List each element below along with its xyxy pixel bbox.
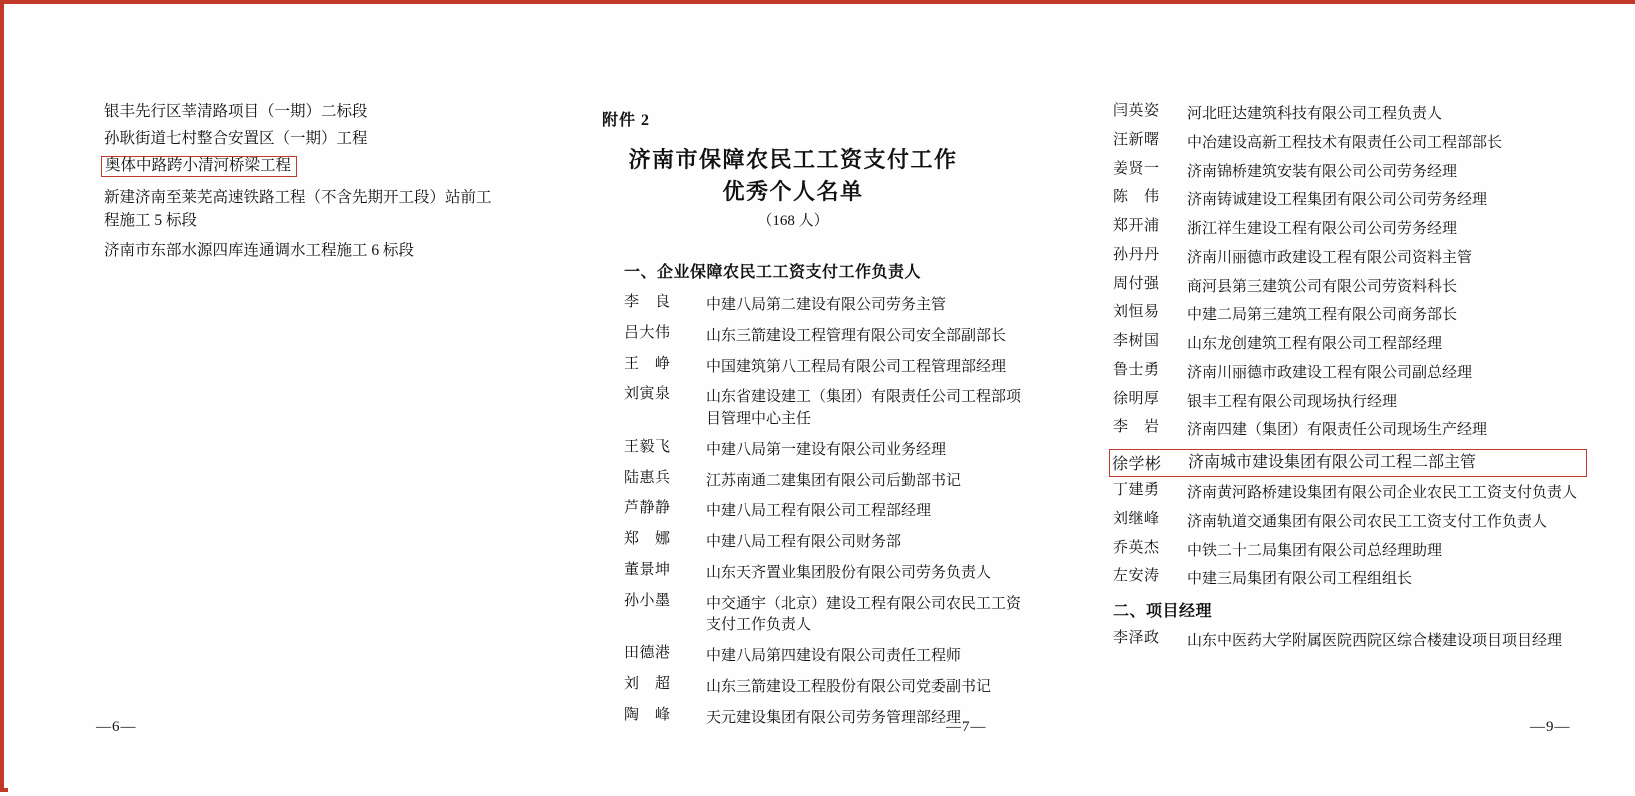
list-item (104, 243, 504, 259)
list-item-text: 新建济南至莱芜高速铁路工程（不含先期开工段）站前工程施工 5 标段 (104, 188, 492, 229)
list-item (624, 357, 1024, 379)
list-item (624, 501, 1024, 523)
person-name: 王毅飞 (624, 438, 671, 455)
person-name: 李 岩 (1113, 419, 1160, 436)
page-title-line-1: 济南市保障农民工工资支付工作 (628, 147, 958, 172)
person-role: 中建八局工程有限公司财务部 (706, 534, 902, 550)
person-role: 中建八局工程有限公司工程部经理 (706, 503, 932, 520)
list-item (624, 594, 1024, 638)
list-item-highlighted (104, 157, 504, 175)
middle-page-name-list (624, 259, 1024, 738)
list-item (624, 440, 1024, 462)
page-title (528, 144, 1058, 208)
person-role: 中国建筑第八工程局有限公司工程管理部经理 (706, 358, 1007, 375)
person-name: 乔英杰 (1113, 539, 1160, 556)
section-heading-1: 一、企业保障农民工工资支付工作负责人 (624, 264, 922, 281)
attachment-label: 附件 2 (602, 112, 651, 129)
document-page-left (8, 4, 528, 796)
list-item (1113, 512, 1583, 534)
list-item (1113, 631, 1583, 653)
list-item (1113, 248, 1583, 270)
person-role: 河北旺达建筑科技有限公司工程负责人 (1187, 106, 1443, 122)
person-name: 刘寅泉 (624, 386, 671, 403)
person-role: 中建八局第四建设有限公司责任工程师 (706, 648, 962, 664)
person-role: 山东天齐置业集团股份有限公司劳务负责人 (706, 564, 992, 581)
person-role: 济南锦桥建筑安装有限公司公司劳务经理 (1187, 163, 1458, 180)
list-item-text: 孙耿街道七村整合安置区（一期）工程 (104, 129, 368, 147)
list-item (624, 563, 1024, 585)
section-heading-2: 二、项目经理 (1113, 603, 1213, 621)
person-role: 山东省建设建工（集团）有限责任公司工程部项目管理中心主任 (706, 389, 1022, 427)
list-item (624, 471, 1024, 493)
list-item (624, 646, 1024, 668)
list-item (624, 532, 1024, 554)
person-role: 天元建设集团有限公司劳务管理部经理 (706, 709, 962, 726)
list-item (1113, 334, 1583, 356)
person-name: 郑 娜 (624, 531, 671, 547)
person-role: 中建三局集团有限公司工程组组长 (1187, 571, 1413, 588)
page-number-left: —6— (96, 719, 137, 735)
person-name: 吕大伟 (624, 324, 671, 341)
person-name: 孙小墨 (624, 592, 671, 609)
person-role: 济南城市建设集团有限公司工程二部主管 (1188, 454, 1477, 471)
person-role: 济南轨道交通集团有限公司农民工工资支付工作负责人 (1187, 513, 1548, 530)
person-role: 山东中医药大学附属医院西院区综合楼建设项目项目经理 (1187, 633, 1563, 650)
list-item (1113, 569, 1583, 591)
person-count: （168 人） (757, 213, 829, 229)
person-name: 姜贤一 (1113, 160, 1160, 177)
person-role: 济南铸诚建设工程集团有限公司公司劳务经理 (1187, 192, 1488, 209)
person-role: 济南川丽德市政建设工程有限公司资料主管 (1187, 249, 1473, 266)
list-item-text: 银丰先行区莘清路项目（一期）二标段 (104, 103, 368, 120)
person-name: 王 峥 (624, 355, 671, 372)
person-name: 闫英姿 (1113, 103, 1160, 119)
list-item (1113, 483, 1583, 505)
list-item (1113, 305, 1583, 327)
right-page-name-list (1113, 104, 1583, 660)
list-item (1113, 219, 1583, 241)
list-item (624, 295, 1024, 317)
document-page-middle (528, 4, 1058, 796)
list-item (1113, 190, 1583, 212)
list-item (104, 104, 504, 120)
person-name: 孙丹丹 (1113, 246, 1160, 263)
person-name: 左安涛 (1113, 568, 1160, 585)
person-name: 陆惠兵 (624, 469, 671, 486)
person-name: 刘继峰 (1113, 510, 1160, 527)
person-name: 周付强 (1113, 275, 1160, 292)
list-item-text: 济南市东部水源四库连通调水工程施工 6 标段 (104, 242, 415, 259)
person-name: 徐学彬 (1112, 456, 1162, 473)
person-role: 商河县第三建筑公司有限公司劳资料科长 (1187, 278, 1458, 295)
person-role: 济南黄河路桥建设集团有限公司企业农民工工资支付负责人 (1187, 485, 1578, 502)
person-name: 芦静静 (624, 500, 671, 517)
person-role: 中交通宇（北京）建设工程有限公司农民工工资支付工作负责人 (706, 595, 1022, 634)
person-role: 银丰工程有限公司现场执行经理 (1187, 393, 1398, 410)
person-name: 李树国 (1113, 333, 1160, 349)
page-number-right: —9— (1530, 719, 1571, 735)
person-name: 汪新曙 (1113, 131, 1160, 148)
person-name: 李泽政 (1113, 630, 1160, 647)
person-role: 济南四建（集团）有限责任公司现场生产经理 (1187, 422, 1488, 439)
person-role: 中铁二十二局集团有限公司总经理助理 (1187, 542, 1443, 559)
list-item (1113, 392, 1583, 414)
list-item (624, 326, 1024, 348)
person-role: 济南川丽德市政建设工程有限公司副总经理 (1187, 364, 1473, 381)
list-item (1113, 133, 1583, 155)
list-item (1113, 162, 1583, 184)
person-name: 丁建勇 (1113, 482, 1160, 499)
list-item (1113, 420, 1583, 442)
person-name: 刘恒易 (1113, 304, 1160, 321)
list-item (1113, 363, 1583, 385)
person-name: 田德港 (624, 645, 671, 661)
page-number-middle: —7— (946, 719, 987, 735)
left-page-project-list (104, 104, 504, 270)
list-item (104, 186, 504, 233)
list-item-highlighted (1109, 449, 1587, 477)
list-item (1113, 104, 1583, 126)
person-name: 徐明厚 (1113, 390, 1160, 407)
highlight-box: 奥体中路跨小清河桥梁工程 (101, 156, 297, 177)
person-name: 陈 伟 (1113, 189, 1160, 206)
person-role: 山东龙创建筑工程有限公司工程部经理 (1187, 336, 1443, 352)
person-role: 山东三箭建设工程管理有限公司安全部副部长 (706, 327, 1007, 344)
person-name: 董景坤 (624, 561, 671, 578)
page-title-line-2: 优秀个人名单 (722, 178, 864, 204)
person-name: 陶 峰 (624, 706, 671, 723)
person-role: 山东三箭建设工程股份有限公司党委副书记 (706, 678, 992, 695)
person-role: 浙江祥生建设工程有限公司公司劳务经理 (1187, 221, 1458, 237)
person-name: 鲁士勇 (1113, 361, 1160, 378)
document-page-right (1058, 4, 1635, 796)
list-item (1113, 277, 1583, 299)
person-role: 中建八局第二建设有限公司劳务主管 (706, 297, 947, 313)
person-name: 郑开浦 (1113, 218, 1160, 234)
list-item (1113, 541, 1583, 563)
person-role: 中建八局第一建设有限公司业务经理 (706, 441, 947, 458)
person-name: 刘 超 (624, 675, 671, 692)
list-item (104, 131, 504, 147)
person-name: 李 良 (624, 294, 671, 310)
person-role: 中建二局第三建筑工程有限公司商务部长 (1187, 307, 1458, 324)
person-role: 江苏南通二建集团有限公司后勤部书记 (706, 472, 962, 489)
list-item (624, 387, 1024, 431)
list-item (624, 677, 1024, 699)
person-role: 中冶建设高新工程技术有限责任公司工程部部长 (1187, 134, 1503, 151)
